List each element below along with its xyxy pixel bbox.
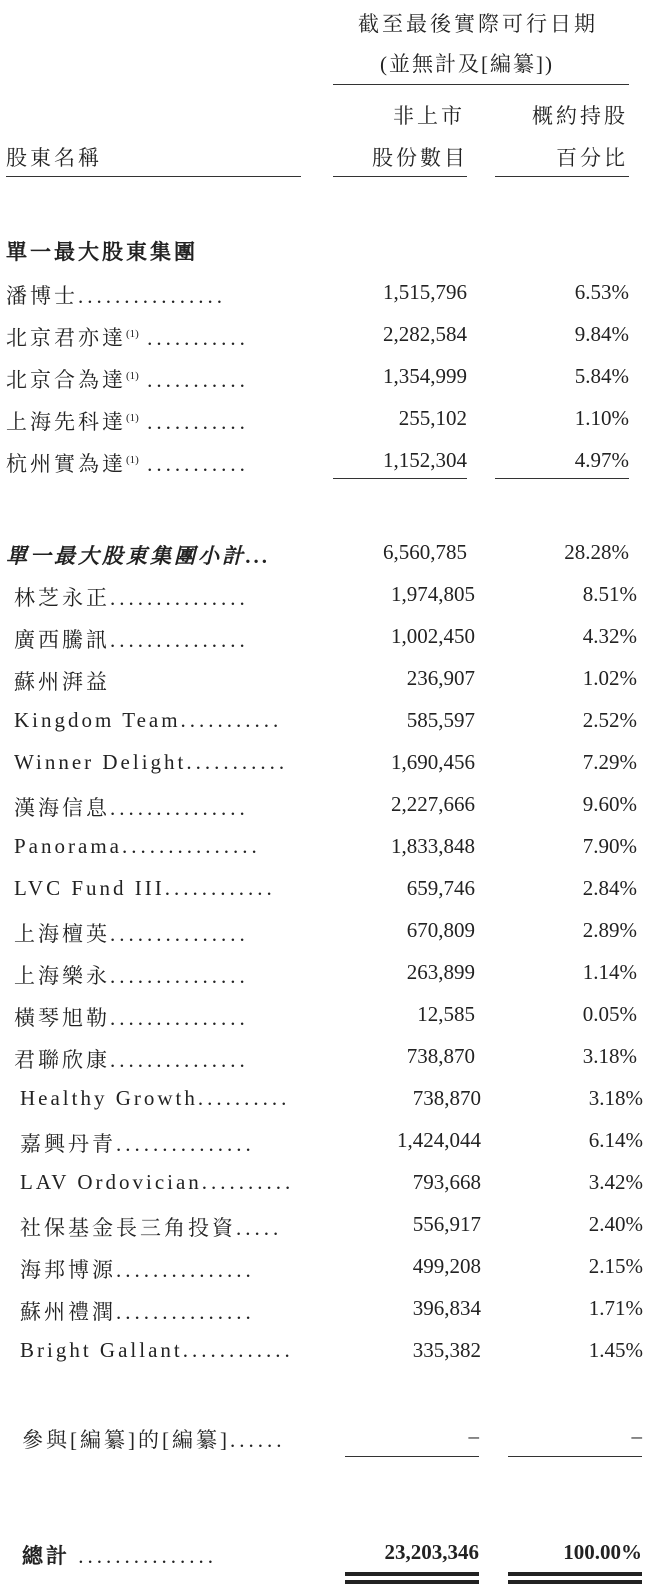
group-row-shares: 1,152,304 xyxy=(383,448,467,472)
shareholder-row-shares: 585,597 xyxy=(406,708,475,732)
total-percent: 100.00% xyxy=(563,1540,642,1564)
shareholder-row-shares: 335,382 xyxy=(412,1338,481,1362)
shareholder-row-shares: 499,208 xyxy=(412,1254,481,1278)
group-row-name: 潘博士................ xyxy=(6,284,226,308)
shareholder-row-percent: 0.05% xyxy=(582,1002,637,1026)
shareholder-row-shares: 1,424,044 xyxy=(397,1128,481,1152)
group-row-shares: 2,282,584 xyxy=(383,322,467,346)
group-subtotal-label: 單一最大股東集團小計... xyxy=(6,544,271,568)
shares-column-underline xyxy=(333,176,467,177)
shareholder-row-shares: 670,809 xyxy=(406,918,475,942)
shareholder-row-shares: 1,002,450 xyxy=(391,624,475,648)
shareholder-row-shares: 12,585 xyxy=(417,1002,475,1026)
shareholder-row-name: 上海樂永............... xyxy=(14,964,249,988)
shareholder-row-percent: 3.42% xyxy=(588,1170,643,1194)
shareholder-row-name: Panorama............... xyxy=(14,834,261,858)
total-shares-double-rule-bottom xyxy=(345,1580,479,1584)
shareholder-row-shares: 738,870 xyxy=(406,1044,475,1068)
shareholder-row-name: Winner Delight........... xyxy=(14,750,289,774)
total-percent-double-rule-top xyxy=(508,1572,642,1576)
percent-heading-line1: 概約持股 xyxy=(532,104,628,128)
shareholder-row-name: 林芝永正............... xyxy=(14,586,249,610)
shareholder-row-name: Healthy Growth.......... xyxy=(20,1086,291,1110)
shares-heading-line1: 非上市 xyxy=(393,104,465,128)
percent-heading-line2: 百分比 xyxy=(556,146,628,170)
shareholder-name-heading: 股東名稱 xyxy=(6,146,102,170)
group-subtotal-shares: 6,560,785 xyxy=(383,540,467,564)
group-row-percent: 1.10% xyxy=(574,406,629,430)
shareholder-row-percent: 2.15% xyxy=(588,1254,643,1278)
group-shares-rule xyxy=(333,478,467,479)
shareholder-row-percent: 2.40% xyxy=(588,1212,643,1236)
group-row-percent: 5.84% xyxy=(574,364,629,388)
total-shares: 23,203,346 xyxy=(384,1540,479,1564)
participants-label: 參與[編纂]的[編纂]...... xyxy=(22,1428,286,1452)
participants-percent-rule xyxy=(508,1456,642,1457)
group-row-percent: 9.84% xyxy=(574,322,629,346)
shareholder-row-shares: 1,833,848 xyxy=(391,834,475,858)
shareholder-row-name: 漢海信息............... xyxy=(14,796,249,820)
shareholder-row-percent: 2.89% xyxy=(582,918,637,942)
shareholder-row-name: Kingdom Team........... xyxy=(14,708,283,732)
percent-column-underline xyxy=(495,176,629,177)
shareholder-row-shares: 738,870 xyxy=(412,1086,481,1110)
shareholder-row-name: 橫琴旭勒............... xyxy=(14,1006,249,1030)
shareholder-row-shares: 263,899 xyxy=(406,960,475,984)
participants-percent: – xyxy=(631,1424,642,1448)
shareholder-row-percent: 7.29% xyxy=(582,750,637,774)
group-subtotal-percent: 28.28% xyxy=(564,540,629,564)
group-row-shares: 1,515,796 xyxy=(383,280,467,304)
name-column-underline xyxy=(6,176,301,177)
shareholder-row-name: 廣西騰訊............... xyxy=(14,628,249,652)
group-percent-rule xyxy=(495,478,629,479)
shareholder-row-shares: 556,917 xyxy=(412,1212,481,1236)
group-row-name: 北京君亦達$^{(1)}$ ........... xyxy=(6,326,249,350)
group-row-percent: 6.53% xyxy=(574,280,629,304)
shareholder-row-percent: 1.14% xyxy=(582,960,637,984)
shareholder-row-name: 嘉興丹青............... xyxy=(20,1132,255,1156)
period-heading-line2: (並無計及[編纂]) xyxy=(380,52,554,76)
shareholder-row-shares: 1,974,805 xyxy=(391,582,475,606)
group-row-shares: 1,354,999 xyxy=(383,364,467,388)
group-row-name: 北京合為達$^{(1)}$ ........... xyxy=(6,368,249,392)
shareholder-row-shares: 793,668 xyxy=(412,1170,481,1194)
participants-shares: – xyxy=(468,1424,479,1448)
shareholder-row-shares: 2,227,666 xyxy=(391,792,475,816)
total-label: 總計 ............... xyxy=(22,1544,217,1568)
shareholder-row-percent: 1.02% xyxy=(582,666,637,690)
period-underline xyxy=(333,84,629,85)
shareholder-row-name: 君聯欣康............... xyxy=(14,1048,249,1072)
participants-shares-rule xyxy=(345,1456,479,1457)
shareholder-row-shares: 659,746 xyxy=(406,876,475,900)
shareholder-row-percent: 9.60% xyxy=(582,792,637,816)
shareholder-row-shares: 1,690,456 xyxy=(391,750,475,774)
shareholder-row-name: 上海檀英............... xyxy=(14,922,249,946)
total-shares-double-rule-top xyxy=(345,1572,479,1576)
shareholder-row-percent: 2.52% xyxy=(582,708,637,732)
shareholder-row-percent: 1.71% xyxy=(588,1296,643,1320)
shareholder-row-name: 社保基金長三角投資..... xyxy=(20,1216,283,1240)
shareholder-row-name: 海邦博源............... xyxy=(20,1258,255,1282)
shareholder-row-percent: 4.32% xyxy=(582,624,637,648)
shareholder-row-name: Bright Gallant............ xyxy=(20,1338,294,1362)
group-title: 單一最大股東集團 xyxy=(6,240,198,264)
shareholder-row-shares: 236,907 xyxy=(406,666,475,690)
shareholder-row-name: LAV Ordovician.......... xyxy=(20,1170,295,1194)
shareholder-row-shares: 396,834 xyxy=(412,1296,481,1320)
shareholder-row-percent: 7.90% xyxy=(582,834,637,858)
group-row-shares: 255,102 xyxy=(398,406,467,430)
shareholder-row-name: LVC Fund III............ xyxy=(14,876,276,900)
shareholder-row-name: 蘇州湃益 xyxy=(14,670,110,694)
group-row-percent: 4.97% xyxy=(574,448,629,472)
shareholder-row-percent: 3.18% xyxy=(588,1086,643,1110)
period-heading-line1: 截至最後實際可行日期 xyxy=(358,12,598,36)
shareholder-row-percent: 6.14% xyxy=(588,1128,643,1152)
shares-heading-line2: 股份數目 xyxy=(372,146,468,170)
group-row-name: 杭州實為達$^{(1)}$ ........... xyxy=(6,452,249,476)
shareholder-row-percent: 8.51% xyxy=(582,582,637,606)
total-percent-double-rule-bottom xyxy=(508,1580,642,1584)
group-row-name: 上海先科達$^{(1)}$ ........... xyxy=(6,410,249,434)
shareholder-row-percent: 2.84% xyxy=(582,876,637,900)
shareholder-row-percent: 3.18% xyxy=(582,1044,637,1068)
shareholder-row-percent: 1.45% xyxy=(588,1338,643,1362)
shareholder-row-name: 蘇州禮潤............... xyxy=(20,1300,255,1324)
